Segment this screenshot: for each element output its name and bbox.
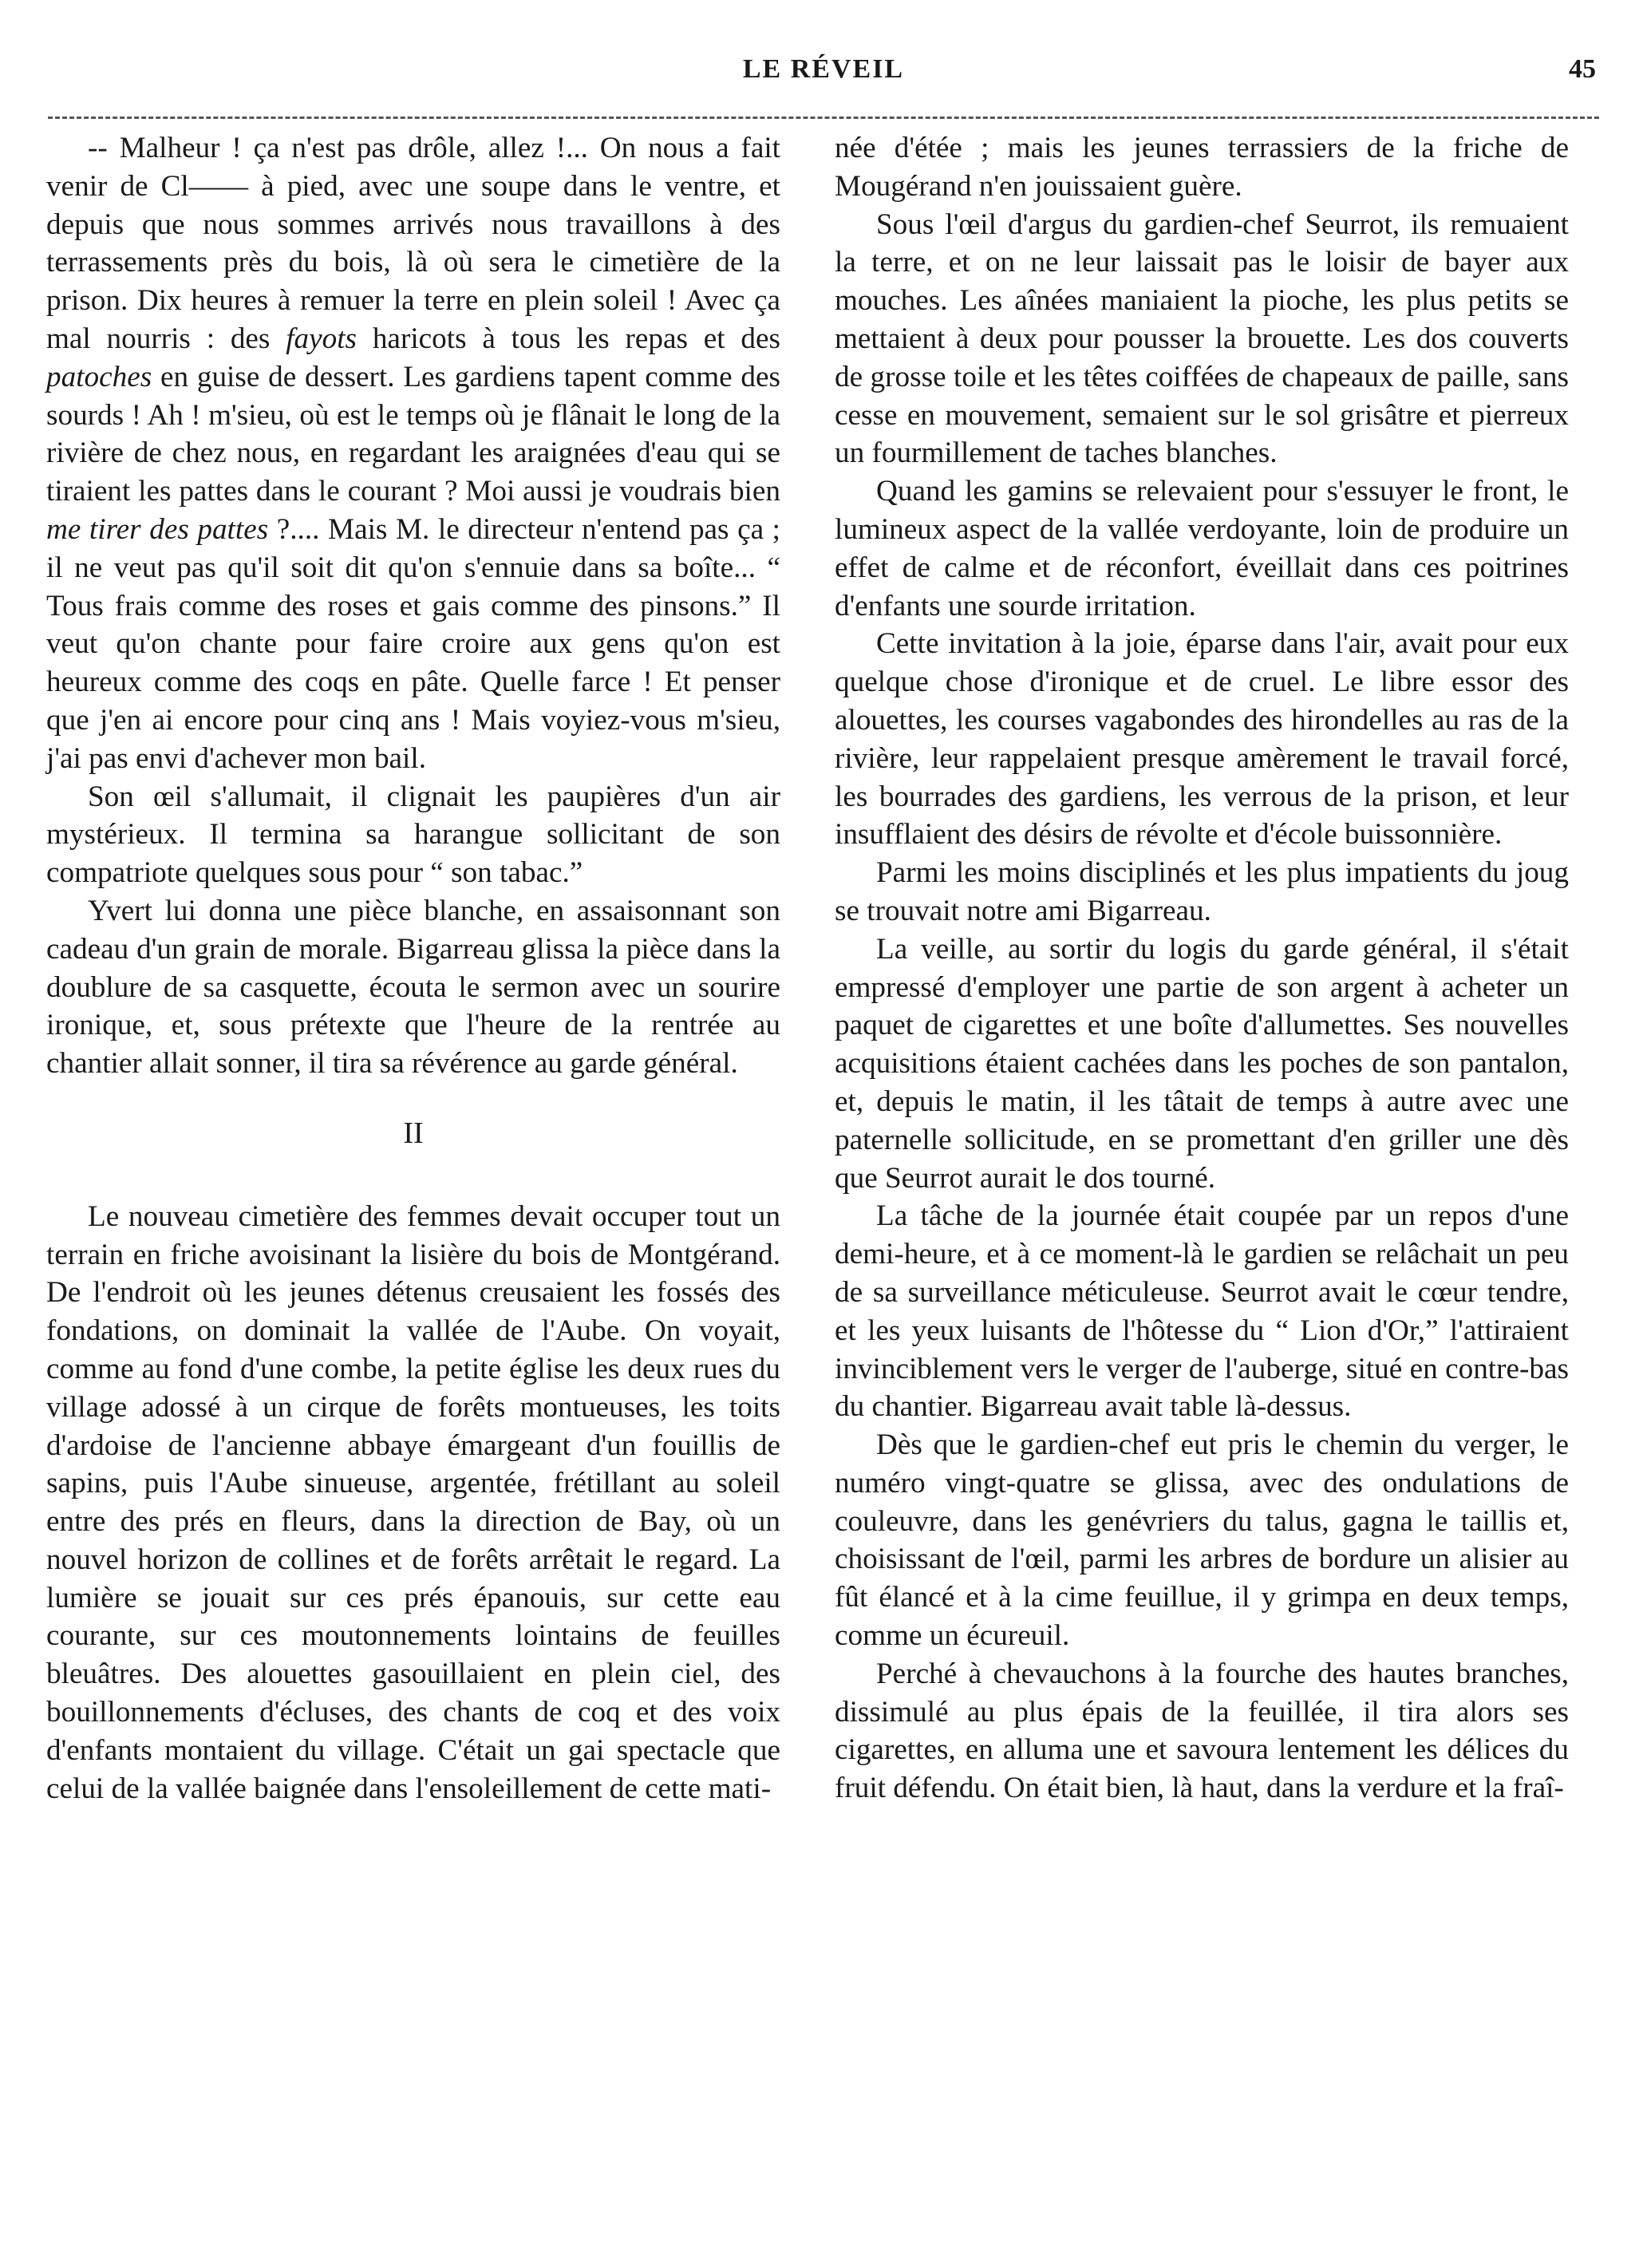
paragraph: Dès que le gardien-chef eut pris le chemin du verger, le numéro vingt-quatre se glissa, avec des ondulations de couleuvre, dans les genévriers du talus, gagna le taillis et, choisissant de l'œil, parmi les arbres de bordure un alisier au fût élancé et à la cime feuillue, il y grimpa en deux temps, comme un écureuil. <box>835 1428 1569 1653</box>
running-title: LE RÉVEIL <box>742 54 905 84</box>
left-column <box>46 129 780 1808</box>
paragraph-continued: née d'étée ; mais les jeunes terrassiers de la friche de Mougérand n'en jouissaient guère. <box>835 132 1569 203</box>
paragraph: La veille, au sortir du logis du garde général, il s'était empressé d'employer une partie de son argent à acheter un paquet de cigarettes et une boîte d'allumettes. Ses nouvelles acquisitions étaient cachées dans les poches de son pantalon, et, depuis le matin, il les tâtait de temps à autre avec une paternelle sollicitude, en se promettant d'en griller une dès que Seurrot aurait le dos tourné. <box>835 932 1569 1195</box>
paragraph: Cette invitation à la joie, éparse dans l'air, avait pour eux quelque chose d'ironique et de cruel. Le libre essor des alouettes, les courses vagabondes des hirondelles au ras de la rivière, leur rappelaient presque amèrement le travail forcé, les bourrades des gardiens, les verrous de la prison, et leur insufflaient des désirs de révolte et d'école buissonnière. <box>835 627 1569 851</box>
paragraph: Quand les gamins se relevaient pour s'essuyer le front, le lumineux aspect de la vallée verdoyante, loin de produire un effet de calme et de réconfort, éveillait dans ces poitrines d'enfants une sourde irritation. <box>835 475 1569 622</box>
paragraph: Le nouveau cimetière des femmes devait occuper tout un terrain en friche avoisinant la lisière du bois de Montgérand. De l'endroit où les jeunes détenus creusaient les fossés des fondations, on dominait la vallée de l'Aube. On voyait, comme au fond d'une combe, la petite église les deux rues du village adossé à un cirque de forêts montueuses, les toits d'ardoise de l'ancienne abbaye émargeant d'un fouillis de sapins, puis l'Aube sinueuse, argentée, frétillant au soleil entre des prés en fleurs, dans la direction de Bay, où un nouvel horizon de collines et de forêts arrêtait le regard. La lumière se jouait sur ces prés épanouis, sur cette eau courante, sur ces moutonnements lointains de feuilles bleuâtres. Des alouettes gasouillaient en plein ciel, des bouillonnements d'écluses, des chants de coq et des voix d'enfants montaient du village. C'était un gai spectacle que celui de la vallée baignée dans l'ensoleillement de cette mati- <box>46 1199 780 1805</box>
page-header <box>48 54 1599 94</box>
paragraph-dialogue: -- Malheur ! ça n'est pas drôle, allez !... On nous a fait venir de Cl—— à pied, avec une soupe dans le ventre, et depuis que nous sommes arrivés nous travaillons à des terrassements près du bois, là où sera le cimetière de la prison. Dix heures à remuer la terre en plein soleil ! Avec ça mal nourris : des fayots haricots à tous les repas et des patoches en guise de dessert. Les gardiens tapent comme des sourds ! Ah ! m'sieu, où est le temps où je flânait le long de la rivière de chez nous, en regardant les araignées d'eau qui se tiraient les pattes dans le courant ? Moi aussi je voudrais bien me tirer des pattes ?.... Mais M. le directeur n'entend pas ça ; il ne veut pas qu'il soit dit qu'on s'ennuie dans sa boîte... “ Tous frais comme des roses et gais comme des pinsons.” Il veut qu'on chante pour faire croire aux gens qu'on est heureux comme des coqs en pâte. Quelle farce ! Et penser que j'en ai encore pour cinq ans ! Mais voyiez-vous m'sieu, j'ai pas envi d'achever mon bail. <box>46 132 780 775</box>
paragraph: Son œil s'allumait, il clignait les paupières d'un air mystérieux. Il termina sa harangue sollicitant de son compatriote quelques sous pour “ son tabac.” <box>46 780 780 890</box>
paragraph: La tâche de la journée était coupée par un repos d'une demi-heure, et à ce moment-là le gardien se relâchait un peu de sa surveillance méticuleuse. Seurrot avait le cœur tendre, et les yeux luisants de l'hôtesse du “ Lion d'Or,” l'attiraient invinciblement vers le verger de l'auberge, situé en contre-bas du chantier. Bigarreau avait table là-dessus. <box>835 1199 1569 1424</box>
page-number: 45 <box>1569 54 1596 84</box>
paragraph: Parmi les moins disciplinés et les plus impatients du joug se trouvait notre ami Bigarreau. <box>835 856 1569 927</box>
section-heading: II <box>403 1116 424 1150</box>
paragraph: Perché à chevauchons à la fourche des hautes branches, dissimulé au plus épais de la feuillée, il tira alors ses cigarettes, en alluma une et savoura lentement les délices du fruit défendu. On était bien, là haut, dans la verdure et la fraî- <box>835 1657 1569 1805</box>
right-column <box>835 129 1569 1808</box>
header-rule <box>48 117 1599 119</box>
paragraph: Yvert lui donna une pièce blanche, en assaisonnant son cadeau d'un grain de morale. Bigarreau glissa la pièce dans la doublure de sa casquette, écouta le sermon avec un sourire ironique, et, sous prétexte que l'heure de la rentrée au chantier allait sonner, il tira sa révérence au garde général. <box>46 894 780 1081</box>
paragraph: Sous l'œil d'argus du gardien-chef Seurrot, ils remuaient la terre, et on ne leur laissait pas le loisir de bayer aux mouches. Les aînées maniaient la pioche, les plus petits se mettaient à deux pour pousser la brouette. Les dos couverts de grosse toile et les têtes coiffées de chapeaux de paille, sans cesse en mouvement, semaient sur le sol grisâtre et pierreux un fourmillement de taches blanches. <box>835 207 1569 470</box>
